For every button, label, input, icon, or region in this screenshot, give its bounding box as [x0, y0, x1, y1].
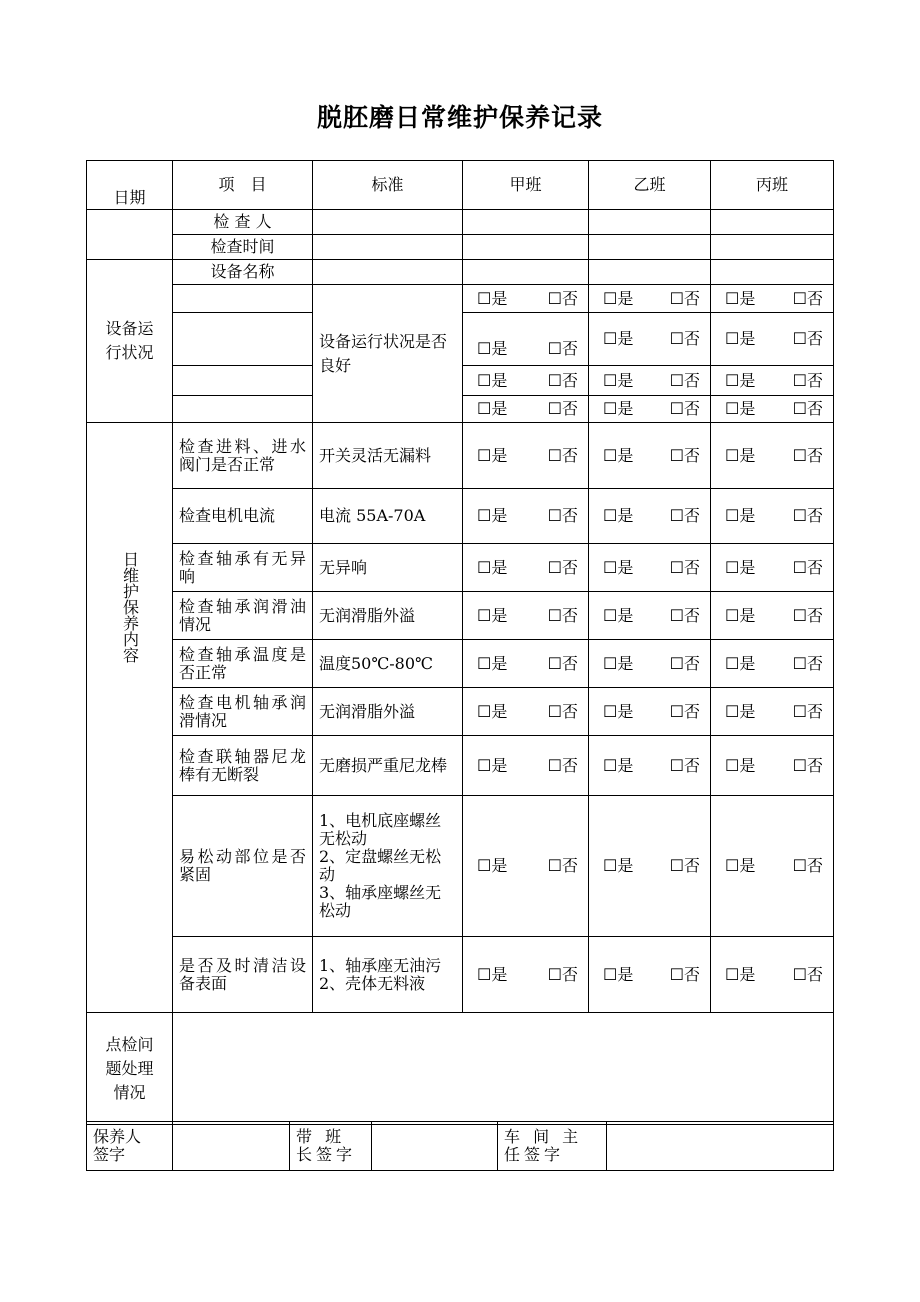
- yn-cell: [463, 396, 589, 423]
- maintenance-standard: 1、电机底座螺丝无松动 2、定盘螺丝无松动 3、轴承座螺丝无松动: [313, 796, 463, 937]
- operation-equipment-field[interactable]: [173, 396, 313, 423]
- yes-checkbox[interactable]: ☐是: [477, 339, 508, 358]
- no-checkbox[interactable]: ☐否: [547, 445, 578, 465]
- yes-checkbox[interactable]: ☐是: [603, 605, 634, 625]
- yn-cell: [711, 544, 834, 592]
- maintenance-row: [87, 640, 834, 688]
- maintenance-item: 检查电机电流: [173, 489, 313, 544]
- no-checkbox[interactable]: ☐否: [547, 653, 578, 673]
- no-checkbox[interactable]: ☐否: [792, 755, 823, 775]
- maintenance-row: [87, 688, 834, 736]
- equipment-name-label: 设备名称: [173, 260, 313, 285]
- maintenance-row: [87, 937, 834, 1013]
- no-checkbox[interactable]: ☐否: [792, 399, 823, 418]
- no-checkbox[interactable]: ☐否: [669, 288, 700, 308]
- no-checkbox[interactable]: ☐否: [547, 755, 578, 775]
- operation-equipment-field[interactable]: [173, 313, 313, 366]
- operation-equipment-field[interactable]: [173, 285, 313, 313]
- yes-checkbox[interactable]: ☐是: [477, 653, 508, 673]
- equipment-name-row: [87, 260, 834, 285]
- header-shift-a: 甲班: [463, 161, 589, 210]
- yn-cell: [589, 688, 711, 736]
- maintenance-record-table: [86, 160, 834, 1125]
- no-checkbox[interactable]: ☐否: [669, 329, 700, 348]
- maintenance-item: 是否及时清洁设备表面: [173, 937, 313, 1013]
- yes-checkbox[interactable]: ☐是: [477, 445, 508, 465]
- issues-input[interactable]: [173, 1013, 834, 1125]
- operation-section-text: 设备运行状况: [105, 319, 154, 362]
- yes-checkbox[interactable]: ☐是: [477, 506, 508, 525]
- yes-checkbox[interactable]: ☐是: [725, 964, 756, 984]
- maintenance-item: 检查轴承温度是否正常: [173, 640, 313, 688]
- maintenance-row: [87, 489, 834, 544]
- no-checkbox[interactable]: ☐否: [547, 339, 578, 358]
- yes-checkbox[interactable]: ☐是: [603, 329, 634, 348]
- inspector-standard-cell: [313, 210, 463, 235]
- yes-checkbox[interactable]: ☐是: [603, 964, 634, 984]
- yn-cell: [463, 285, 589, 313]
- operation-standard-text: 设备运行状况是否良好: [319, 331, 448, 375]
- inspect-time-standard-cell: [313, 235, 463, 260]
- no-checkbox[interactable]: ☐否: [669, 755, 700, 775]
- shift-leader-label: [290, 1122, 372, 1171]
- no-checkbox[interactable]: ☐否: [547, 701, 578, 721]
- maintenance-standard: 无润滑脂外溢: [313, 592, 463, 640]
- no-checkbox[interactable]: ☐否: [792, 288, 823, 308]
- yes-checkbox[interactable]: ☐是: [725, 288, 756, 308]
- equipment-name-shift-a[interactable]: [463, 260, 589, 285]
- yes-checkbox[interactable]: ☐是: [477, 856, 508, 875]
- yes-checkbox[interactable]: ☐是: [603, 370, 634, 390]
- no-checkbox[interactable]: ☐否: [547, 557, 578, 577]
- yn-cell: [711, 592, 834, 640]
- yes-checkbox[interactable]: ☐是: [725, 329, 756, 348]
- no-checkbox[interactable]: ☐否: [669, 653, 700, 673]
- yes-checkbox[interactable]: ☐是: [477, 755, 508, 775]
- yes-checkbox[interactable]: ☐是: [725, 445, 756, 465]
- yes-checkbox[interactable]: ☐是: [603, 701, 634, 721]
- yes-checkbox[interactable]: ☐是: [725, 856, 756, 875]
- yn-cell: [711, 396, 834, 423]
- no-checkbox[interactable]: ☐否: [792, 653, 823, 673]
- inspector-label: 检 查 人: [173, 210, 313, 235]
- maintenance-standard: 无异响: [313, 544, 463, 592]
- yes-checkbox[interactable]: ☐是: [477, 701, 508, 721]
- yn-cell: [589, 313, 711, 366]
- maintenance-item: 检查电机轴承润滑情况: [173, 688, 313, 736]
- no-checkbox[interactable]: ☐否: [792, 856, 823, 875]
- no-checkbox[interactable]: ☐否: [792, 445, 823, 465]
- maintenance-row: [87, 544, 834, 592]
- yn-cell: [589, 366, 711, 396]
- issues-row: [87, 1013, 834, 1125]
- operation-standard: [313, 285, 463, 423]
- inspect-time-shift-b-field[interactable]: [589, 235, 711, 260]
- yn-cell: [463, 796, 589, 937]
- inspector-shift-a-field[interactable]: [463, 210, 589, 235]
- shift-leader-signature-field[interactable]: [372, 1122, 498, 1171]
- no-checkbox[interactable]: ☐否: [792, 701, 823, 721]
- yes-checkbox[interactable]: ☐是: [477, 288, 508, 308]
- yes-checkbox[interactable]: ☐是: [603, 399, 634, 418]
- operation-section-label: [87, 260, 173, 423]
- yn-cell: [589, 285, 711, 313]
- no-checkbox[interactable]: ☐否: [669, 399, 700, 418]
- no-checkbox[interactable]: ☐否: [669, 701, 700, 721]
- yn-cell: [711, 937, 834, 1013]
- maintenance-section-text: 日维护保养内容: [120, 551, 140, 663]
- no-checkbox[interactable]: ☐否: [547, 288, 578, 308]
- yn-cell: [463, 366, 589, 396]
- inspector-shift-b-field[interactable]: [589, 210, 711, 235]
- yn-cell: [711, 489, 834, 544]
- signature-row: [87, 1122, 834, 1171]
- yn-cell: [589, 396, 711, 423]
- maintenance-item: 检查进料、进水阀门是否正常: [173, 423, 313, 489]
- meta-date-cell: [87, 210, 173, 260]
- workshop-director-label-text: 车 间 主 任签字: [504, 1127, 583, 1164]
- workshop-director-label: [498, 1122, 607, 1171]
- yn-cell: [711, 736, 834, 796]
- page-title: 脱胚磨日常维护保养记录: [316, 103, 603, 132]
- yn-cell: [711, 313, 834, 366]
- no-checkbox[interactable]: ☐否: [792, 329, 823, 348]
- yes-checkbox[interactable]: ☐是: [477, 605, 508, 625]
- yes-checkbox[interactable]: ☐是: [725, 755, 756, 775]
- yes-checkbox[interactable]: ☐是: [725, 370, 756, 390]
- yes-checkbox[interactable]: ☐是: [725, 506, 756, 525]
- inspect-time-label: 检查时间: [173, 235, 313, 260]
- no-checkbox[interactable]: ☐否: [669, 557, 700, 577]
- yes-checkbox[interactable]: ☐是: [725, 605, 756, 625]
- no-checkbox[interactable]: ☐否: [669, 506, 700, 525]
- signature-table: [86, 1121, 834, 1171]
- yn-cell: [711, 640, 834, 688]
- equipment-name-standard-cell: [313, 260, 463, 285]
- yn-cell: [463, 688, 589, 736]
- maintenance-item: 检查轴承有无异响: [173, 544, 313, 592]
- yn-cell: [711, 423, 834, 489]
- equipment-name-shift-c[interactable]: [711, 260, 834, 285]
- yn-cell: [711, 285, 834, 313]
- shift-leader-label-text: 带 班 长签字: [296, 1127, 357, 1164]
- header-shift-c: 丙班: [711, 161, 834, 210]
- no-checkbox[interactable]: ☐否: [792, 370, 823, 390]
- issues-label-text: 点检问题处理情况: [105, 1034, 154, 1102]
- no-checkbox[interactable]: ☐否: [669, 605, 700, 625]
- no-checkbox[interactable]: ☐否: [792, 557, 823, 577]
- yn-cell: [589, 736, 711, 796]
- operation-equipment-field[interactable]: [173, 366, 313, 396]
- header-shift-b: 乙班: [589, 161, 711, 210]
- yn-cell: [589, 937, 711, 1013]
- maintenance-row: [87, 736, 834, 796]
- yes-checkbox[interactable]: ☐是: [477, 964, 508, 984]
- yes-checkbox[interactable]: ☐是: [603, 557, 634, 577]
- maintenance-section-label: [87, 423, 173, 1013]
- yes-checkbox[interactable]: ☐是: [725, 557, 756, 577]
- yn-cell: [463, 592, 589, 640]
- no-checkbox[interactable]: ☐否: [547, 856, 578, 875]
- inspect-time-shift-a-field[interactable]: [463, 235, 589, 260]
- maintenance-row: [87, 592, 834, 640]
- yn-cell: [463, 423, 589, 489]
- yes-checkbox[interactable]: ☐是: [603, 506, 634, 525]
- yn-cell: [711, 796, 834, 937]
- yes-checkbox[interactable]: ☐是: [477, 370, 508, 390]
- maintenance-row: [87, 796, 834, 937]
- no-checkbox[interactable]: ☐否: [547, 370, 578, 390]
- yn-cell: [463, 736, 589, 796]
- maintainer-label-text: 保养人签字: [93, 1127, 142, 1164]
- no-checkbox[interactable]: ☐否: [792, 506, 823, 525]
- yn-cell: [589, 544, 711, 592]
- yes-checkbox[interactable]: ☐是: [603, 755, 634, 775]
- maintenance-standard: 开关灵活无漏料: [313, 423, 463, 489]
- maintenance-item: 易松动部位是否紧固: [173, 796, 313, 937]
- maintenance-standard: 无润滑脂外溢: [313, 688, 463, 736]
- maintenance-standard: 电流 55A-70A: [313, 489, 463, 544]
- no-checkbox[interactable]: ☐否: [792, 964, 823, 984]
- yes-checkbox[interactable]: ☐是: [477, 557, 508, 577]
- yes-checkbox[interactable]: ☐是: [477, 399, 508, 418]
- yes-checkbox[interactable]: ☐是: [603, 856, 634, 875]
- yes-checkbox[interactable]: ☐是: [603, 288, 634, 308]
- yes-checkbox[interactable]: ☐是: [725, 399, 756, 418]
- yes-checkbox[interactable]: ☐是: [725, 653, 756, 673]
- maintenance-row: [87, 423, 834, 489]
- yn-cell: [463, 313, 589, 366]
- no-checkbox[interactable]: ☐否: [669, 370, 700, 390]
- yn-cell: [589, 423, 711, 489]
- issues-label: [87, 1013, 173, 1125]
- yn-cell: [589, 592, 711, 640]
- equipment-name-shift-b[interactable]: [589, 260, 711, 285]
- maintainer-signature-field[interactable]: [173, 1122, 290, 1171]
- header-item: 项 目: [173, 161, 313, 210]
- inspect-time-shift-c-field[interactable]: [711, 235, 834, 260]
- header-row: [87, 161, 834, 210]
- no-checkbox[interactable]: ☐否: [669, 964, 700, 984]
- yes-checkbox[interactable]: ☐是: [725, 701, 756, 721]
- yes-checkbox[interactable]: ☐是: [603, 653, 634, 673]
- inspector-row: [87, 210, 834, 235]
- maintenance-standard: 1、轴承座无油污 2、壳体无料液: [313, 937, 463, 1013]
- no-checkbox[interactable]: ☐否: [547, 506, 578, 525]
- yn-cell: [463, 937, 589, 1013]
- inspect-time-row: [87, 235, 834, 260]
- no-checkbox[interactable]: ☐否: [669, 856, 700, 875]
- no-checkbox[interactable]: ☐否: [669, 445, 700, 465]
- yn-cell: [463, 640, 589, 688]
- maintainer-label: [87, 1122, 173, 1171]
- no-checkbox[interactable]: ☐否: [547, 399, 578, 418]
- header-date: 日期: [87, 161, 173, 210]
- workshop-director-signature-field[interactable]: [607, 1122, 834, 1171]
- maintenance-item: 检查联轴器尼龙棒有无断裂: [173, 736, 313, 796]
- maintenance-item: 检查轴承润滑油情况: [173, 592, 313, 640]
- maintenance-standard: 温度50℃-80℃: [313, 640, 463, 688]
- yn-cell: [589, 489, 711, 544]
- yn-cell: [463, 544, 589, 592]
- operation-row: [87, 285, 834, 313]
- yes-checkbox[interactable]: ☐是: [603, 445, 634, 465]
- yn-cell: [589, 796, 711, 937]
- inspector-shift-c-field[interactable]: [711, 210, 834, 235]
- header-standard: 标准: [313, 161, 463, 210]
- yn-cell: [463, 489, 589, 544]
- no-checkbox[interactable]: ☐否: [792, 605, 823, 625]
- yn-cell: [711, 366, 834, 396]
- maintenance-standard: 无磨损严重尼龙棒: [313, 736, 463, 796]
- no-checkbox[interactable]: ☐否: [547, 964, 578, 984]
- no-checkbox[interactable]: ☐否: [547, 605, 578, 625]
- yn-cell: [589, 640, 711, 688]
- yn-cell: [711, 688, 834, 736]
